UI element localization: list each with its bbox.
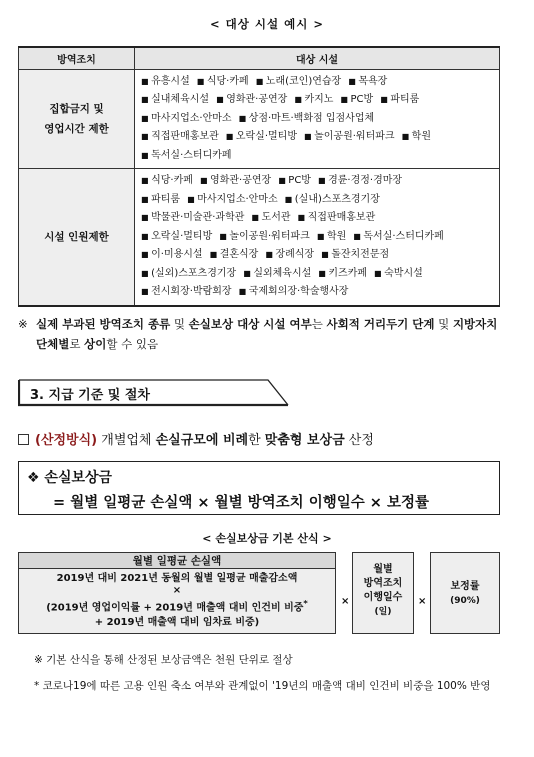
facility-item: 상점·마트·백화점 입점사업체 [248, 112, 375, 124]
bullet-icon: ■ [297, 213, 308, 222]
bullet-icon: ■ [141, 76, 152, 86]
bullet-icon: ■ [243, 268, 254, 278]
days-label: 이행일수 [363, 592, 403, 603]
facility-item: 학원 [326, 230, 347, 242]
formula-expression: = 월별 일평균 손실액 × 월별 방역조치 이행일수 × 보정률 [53, 495, 430, 511]
facility-item: 식당·카페 [206, 75, 249, 87]
measure-cell [19, 169, 135, 306]
bullet-icon: ■ [374, 268, 385, 278]
facility-item: 파티룸 [390, 94, 420, 105]
measure-cell [19, 69, 135, 169]
note-text: 및 [434, 317, 453, 331]
facility-line [141, 246, 493, 265]
bullet-icon: ■ [141, 194, 152, 204]
facility-item: PC방 [288, 175, 311, 186]
bullet-icon: ■ [225, 132, 236, 141]
measure-label: 시설 인원제한 [44, 230, 109, 243]
bullet-icon: ■ [141, 95, 152, 104]
bullet-icon: ■ [141, 113, 152, 123]
days-label: 방역조치 [363, 578, 403, 589]
note-text: 손실보상 대상 시설 여부 [188, 317, 312, 331]
note-text: 실제 부과된 방역조치 종류 [36, 317, 171, 331]
section-heading [18, 379, 288, 405]
note-text: 는 [311, 317, 327, 331]
facility-line [141, 110, 493, 129]
note-text: 사회적 거리두기 단계 [326, 317, 435, 331]
bullet-icon: ■ [380, 95, 391, 104]
facilities-cell [135, 69, 500, 169]
daily-loss-header: 월별 일평균 손실액 [19, 553, 335, 569]
bullet-icon: ■ [141, 213, 152, 222]
method-text: 산정 [344, 433, 374, 448]
multiply-sign: × [418, 596, 427, 607]
facility-item: 카지노 [304, 94, 334, 105]
bullet-icon: ■ [317, 176, 329, 185]
bullet-icon: ■ [265, 250, 276, 259]
facility-item: 오락실·멀티방 [151, 230, 213, 242]
bullet-icon: ■ [187, 194, 198, 204]
facility-item: 영화관·공연장 [210, 175, 272, 186]
facility-line [141, 191, 493, 210]
days-label: 월별 [373, 564, 393, 575]
facility-item: (실외)스포츠경기장 [151, 267, 237, 279]
facility-item: 결혼식장 [219, 249, 259, 260]
facility-line [141, 228, 493, 247]
facility-item: 놀이공원·워터파크 [314, 131, 395, 142]
facility-item: 직접판매홍보관 [151, 131, 219, 142]
facility-item: 마사지업소·안마소 [197, 193, 278, 205]
formula-title: ❖ 손실보상금 [27, 470, 113, 486]
bullet-icon: ■ [141, 287, 152, 296]
bullet-icon: ■ [141, 250, 152, 259]
method-text: 개별업체 [97, 433, 156, 448]
footnote-marker: * [303, 598, 308, 608]
bullet-icon: ■ [316, 231, 327, 241]
facility-item: 노래(코인)연습장 [265, 75, 342, 87]
section-title: 3. 지급 기준 및 절차 [30, 388, 150, 403]
bullet-icon: ■ [251, 213, 262, 222]
method-label: (산정방식) [35, 433, 98, 448]
facility-item: 경륜·경정·경마장 [328, 175, 403, 186]
note-paragraph [18, 314, 508, 354]
facility-item: 직접판매홍보관 [307, 212, 376, 223]
footnote: * 코로나19에 따른 고용 인원 축소 여부와 관계없이 '19년의 매출액 대비 인건비 비중을 100% 반영 [34, 680, 491, 692]
facility-item: 도서관 [261, 212, 291, 223]
facility-item: 파티룸 [151, 193, 181, 205]
calc-title: < 손실보상금 기본 산식 > [202, 532, 332, 545]
rate-box [430, 552, 500, 634]
note-text: 지방자치단체별 [36, 317, 498, 351]
facility-line [141, 265, 493, 284]
bullet-icon: ■ [141, 231, 152, 241]
facility-item: 독서실·스터디카페 [363, 230, 444, 242]
facility-line [141, 209, 493, 228]
column-header-measure: 방역조치 [19, 47, 135, 69]
note-text: 할 수 있음 [106, 337, 159, 351]
facility-item: 키즈카페 [328, 267, 368, 279]
bullet-icon: ■ [278, 176, 289, 185]
multiply-sign: × [341, 596, 350, 607]
bullet-icon: ■ [141, 176, 152, 185]
facility-item: 이·미용시설 [151, 249, 203, 260]
facility-item: 전시회장·박람회장 [151, 286, 232, 297]
note-text: 및 [170, 317, 189, 331]
formula-box [18, 461, 500, 515]
bullet-icon: ■ [294, 95, 305, 104]
bullet-icon: ■ [340, 95, 351, 104]
facility-line [141, 172, 493, 191]
bullet-icon: ■ [255, 76, 266, 86]
bullet-icon: ■ [219, 231, 230, 241]
facilities-table [18, 46, 500, 307]
bullet-icon: ■ [199, 176, 211, 185]
rate-label: (90%) [450, 596, 480, 606]
calc-line: + 2019년 매출액 대비 임차료 비중) [94, 617, 260, 629]
days-box [352, 552, 414, 634]
facility-line [141, 147, 493, 166]
bullet-icon: ■ [303, 132, 315, 141]
method-line [18, 429, 374, 448]
bullet-icon: ■ [141, 132, 152, 141]
bullet-icon: ■ [216, 95, 227, 104]
daily-loss-box [18, 552, 336, 634]
facility-item: 장례식장 [275, 249, 315, 260]
bullet-icon: ■ [141, 150, 152, 160]
method-text: 맞춤형 보상금 [264, 433, 345, 448]
column-header-facilities: 대상 시설 [135, 47, 500, 69]
bullet-icon: ■ [353, 231, 364, 241]
footnote: ※ 기본 산식을 통해 산정된 보상금액은 천원 단위로 절상 [34, 654, 293, 666]
method-text: 손실규모에 비례 [155, 433, 249, 448]
checkbox-icon [18, 434, 29, 445]
bullet-icon: ■ [196, 76, 207, 86]
bullet-icon: ■ [238, 287, 249, 296]
note-text: 로 [69, 337, 85, 351]
measure-label: 집합금지 및 [49, 102, 104, 115]
facility-line [141, 128, 493, 147]
facility-item: 숙박시설 [384, 267, 423, 279]
facilities-title: < 대상 시설 예시 > [210, 17, 324, 31]
bullet-icon: ■ [318, 268, 329, 278]
facility-item: 실외체육시설 [253, 267, 312, 279]
facility-item: 오락실·멀티방 [235, 131, 297, 142]
days-label: (일) [374, 607, 392, 617]
measure-label: 영업시간 제한 [44, 122, 109, 135]
method-text: 한 [248, 433, 265, 448]
calc-line: (2019년 영업이익률 + 2019년 매출액 대비 인건비 비중 [46, 602, 304, 614]
facility-item: 독서실·스터디카페 [151, 149, 232, 161]
facilities-cell [135, 169, 500, 306]
facility-line [141, 73, 493, 92]
facility-item: 학원 [411, 131, 431, 142]
facility-item: 돌잔치전문점 [331, 249, 390, 260]
calc-line: × [172, 585, 182, 596]
calc-line: 2019년 대비 2021년 동월의 월별 일평균 매출감소액 [56, 573, 298, 584]
facility-item: 놀이공원·워터파크 [229, 230, 310, 242]
facility-line [141, 283, 493, 302]
facility-item: 목욕장 [358, 75, 388, 87]
facility-item: 국제회의장·학술행사장 [248, 286, 349, 297]
facility-item: 유흥시설 [151, 75, 190, 87]
facility-line [141, 91, 493, 110]
rate-label: 보정률 [450, 581, 480, 592]
bullet-icon: ■ [238, 113, 249, 123]
note-text: 상이 [84, 337, 107, 351]
facility-item: (실내)스포츠경기장 [294, 193, 380, 205]
bullet-icon: ■ [401, 132, 412, 141]
bullet-icon: ■ [284, 194, 295, 204]
facility-item: 식당·카페 [151, 175, 193, 186]
bullet-icon: ■ [209, 250, 220, 259]
reference-mark: ※ [18, 317, 28, 331]
facility-item: 마사지업소·안마소 [151, 112, 232, 124]
bullet-icon: ■ [321, 250, 332, 259]
facility-item: 영화관·공연장 [226, 94, 288, 105]
bullet-icon: ■ [348, 76, 359, 86]
facility-item: 실내체육시설 [151, 94, 210, 105]
bullet-icon: ■ [141, 268, 152, 278]
facility-item: 박물관·미술관·과학관 [151, 212, 245, 223]
facility-item: PC방 [350, 94, 374, 105]
